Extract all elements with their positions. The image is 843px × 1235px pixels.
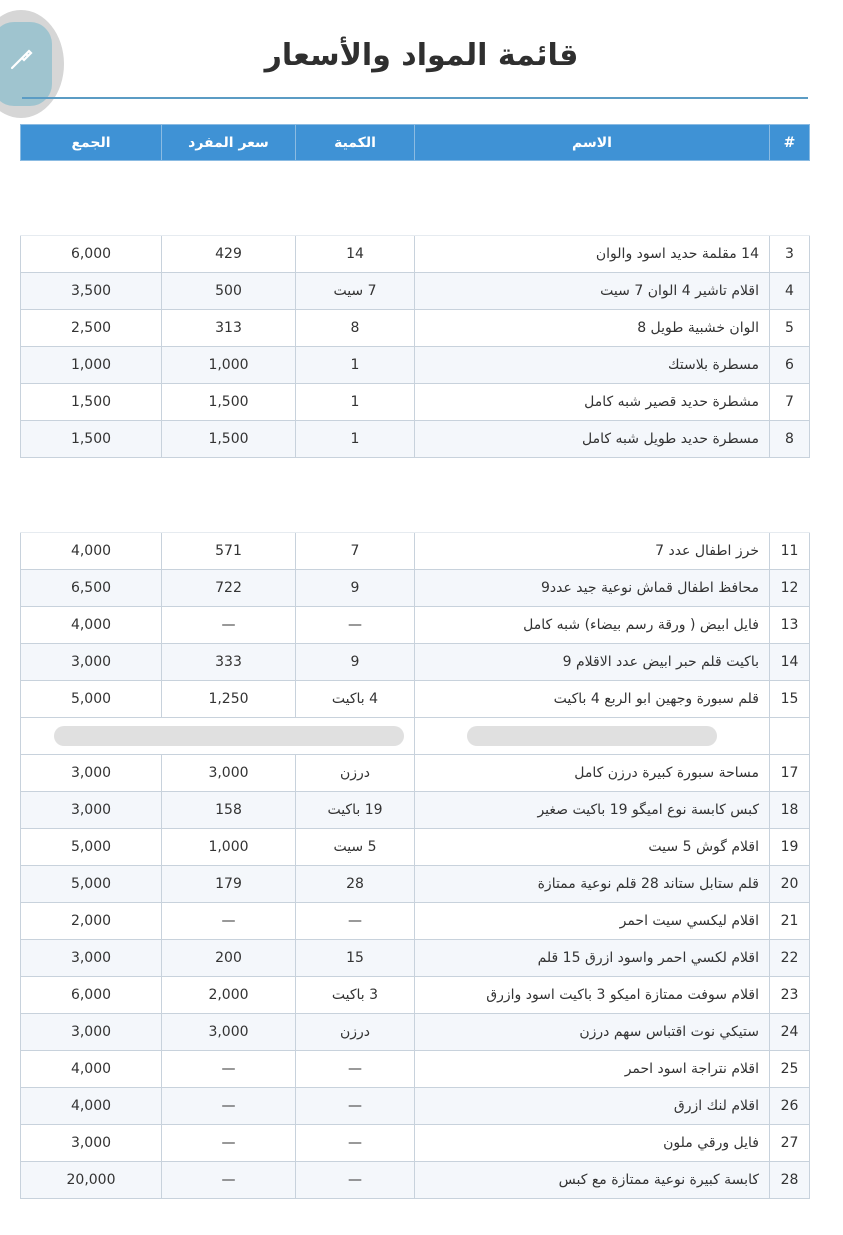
table-row bbox=[21, 1125, 810, 1162]
item-name: اقلام سوفت ممتازة اميكو 3 باكيت اسود وازرق bbox=[415, 977, 770, 1014]
table-group-a bbox=[21, 236, 810, 458]
item-total: 3,500 bbox=[21, 273, 162, 310]
item-unit-price: 3,000 bbox=[162, 755, 296, 792]
row-number: 8 bbox=[770, 421, 810, 458]
item-quantity: 1 bbox=[296, 384, 415, 421]
table-row bbox=[21, 829, 810, 866]
row-number: 12 bbox=[770, 570, 810, 607]
item-unit-price: 1,500 bbox=[162, 421, 296, 458]
header-qty: الكمية bbox=[296, 125, 415, 161]
table-group-b bbox=[21, 533, 810, 718]
item-quantity: 5 سيت bbox=[296, 829, 415, 866]
item-quantity: 9 bbox=[296, 570, 415, 607]
item-quantity: 7 bbox=[296, 533, 415, 570]
item-name: اقلام لكسي احمر واسود ازرق 15 قلم bbox=[415, 940, 770, 977]
row-number: 21 bbox=[770, 903, 810, 940]
redaction-smudge bbox=[54, 726, 404, 746]
table-row bbox=[21, 755, 810, 792]
table-row bbox=[21, 310, 810, 347]
table-row bbox=[21, 644, 810, 681]
item-name: باكيت قلم حبر ابيض عدد الاقلام 9 bbox=[415, 644, 770, 681]
item-unit-price: 571 bbox=[162, 533, 296, 570]
item-name: اقلام نتراجة اسود احمر bbox=[415, 1051, 770, 1088]
header-name: الاسم bbox=[415, 125, 770, 161]
item-unit-price: 333 bbox=[162, 644, 296, 681]
row-number: 13 bbox=[770, 607, 810, 644]
item-unit-price: 179 bbox=[162, 866, 296, 903]
row-number: 5 bbox=[770, 310, 810, 347]
redaction-smudge bbox=[467, 726, 717, 746]
row-number: 6 bbox=[770, 347, 810, 384]
item-name: قلم سبورة وجهين ابو الربع 4 باكيت bbox=[415, 681, 770, 718]
item-quantity: 9 bbox=[296, 644, 415, 681]
hidden-rows-gap bbox=[21, 458, 810, 533]
item-name: كبس كابسة نوع اميگو 19 باكيت صغير bbox=[415, 792, 770, 829]
header-total: الجمع bbox=[21, 125, 162, 161]
item-quantity: — bbox=[296, 903, 415, 940]
item-total: 5,000 bbox=[21, 681, 162, 718]
item-quantity: 15 bbox=[296, 940, 415, 977]
item-name: مسطرة بلاستك bbox=[415, 347, 770, 384]
item-unit-price: — bbox=[162, 1162, 296, 1199]
item-total: 20,000 bbox=[21, 1162, 162, 1199]
item-quantity: — bbox=[296, 1125, 415, 1162]
item-total: 3,000 bbox=[21, 755, 162, 792]
table-group-c bbox=[21, 755, 810, 1199]
item-total: 1,000 bbox=[21, 347, 162, 384]
table-body bbox=[21, 161, 810, 236]
item-name: فايل ابيض ( ورقة رسم بيضاء) شبه كامل bbox=[415, 607, 770, 644]
item-name: كابسة كبيرة نوعية ممتازة مع كبس bbox=[415, 1162, 770, 1199]
page-title: قائمة المواد والأسعار bbox=[264, 38, 579, 73]
item-name: الوان خشبية طويل 8 bbox=[415, 310, 770, 347]
row-number: 3 bbox=[770, 236, 810, 273]
row-number: 15 bbox=[770, 681, 810, 718]
item-name: مساحة سبورة كبيرة درزن كامل bbox=[415, 755, 770, 792]
item-unit-price: 1,500 bbox=[162, 384, 296, 421]
item-total: 2,500 bbox=[21, 310, 162, 347]
table-row bbox=[21, 273, 810, 310]
item-unit-price: 3,000 bbox=[162, 1014, 296, 1051]
item-name: اقلام لنك ازرق bbox=[415, 1088, 770, 1125]
item-unit-price: 429 bbox=[162, 236, 296, 273]
item-unit-price: — bbox=[162, 607, 296, 644]
item-unit-price: 158 bbox=[162, 792, 296, 829]
item-name: فايل ورقي ملون bbox=[415, 1125, 770, 1162]
item-quantity: 14 bbox=[296, 236, 415, 273]
table-row bbox=[21, 1014, 810, 1051]
item-quantity: 1 bbox=[296, 421, 415, 458]
row-number: 26 bbox=[770, 1088, 810, 1125]
item-unit-price: 500 bbox=[162, 273, 296, 310]
item-total: 6,000 bbox=[21, 977, 162, 1014]
item-unit-price: 1,000 bbox=[162, 347, 296, 384]
item-total: 4,000 bbox=[21, 607, 162, 644]
item-unit-price: 1,000 bbox=[162, 829, 296, 866]
table-row bbox=[21, 681, 810, 718]
item-quantity: 28 bbox=[296, 866, 415, 903]
row-number: 25 bbox=[770, 1051, 810, 1088]
row-number: 11 bbox=[770, 533, 810, 570]
table-row bbox=[21, 1162, 810, 1199]
item-unit-price: 200 bbox=[162, 940, 296, 977]
table-row bbox=[21, 903, 810, 940]
item-unit-price: 2,000 bbox=[162, 977, 296, 1014]
table-row bbox=[21, 533, 810, 570]
item-name: خرز اطفال عدد 7 bbox=[415, 533, 770, 570]
item-total: 3,000 bbox=[21, 940, 162, 977]
item-unit-price: — bbox=[162, 1088, 296, 1125]
item-unit-price: — bbox=[162, 1051, 296, 1088]
item-unit-price: 1,250 bbox=[162, 681, 296, 718]
item-total: 2,000 bbox=[21, 903, 162, 940]
item-name: محافظ اطفال قماش نوعية جيد عدد9 bbox=[415, 570, 770, 607]
item-total: 4,000 bbox=[21, 1051, 162, 1088]
item-name: اقلام ليكسي سيت احمر bbox=[415, 903, 770, 940]
item-quantity: 7 سيت bbox=[296, 273, 415, 310]
row-number: 24 bbox=[770, 1014, 810, 1051]
item-unit-price: — bbox=[162, 1125, 296, 1162]
item-quantity: 4 باكيت bbox=[296, 681, 415, 718]
item-total: 1,500 bbox=[21, 421, 162, 458]
row-number: 17 bbox=[770, 755, 810, 792]
table-row bbox=[21, 236, 810, 273]
redacted-row bbox=[21, 718, 810, 755]
table-row bbox=[21, 347, 810, 384]
title-divider bbox=[22, 97, 808, 99]
item-total: 6,500 bbox=[21, 570, 162, 607]
item-total: 1,500 bbox=[21, 384, 162, 421]
table-row bbox=[21, 1051, 810, 1088]
item-name: مشطرة حديد قصير شبه كامل bbox=[415, 384, 770, 421]
item-quantity: — bbox=[296, 1162, 415, 1199]
table-row bbox=[21, 977, 810, 1014]
item-quantity: 19 باكيت bbox=[296, 792, 415, 829]
item-total: 3,000 bbox=[21, 644, 162, 681]
row-number: 14 bbox=[770, 644, 810, 681]
materials-table bbox=[20, 124, 810, 1199]
table-row bbox=[21, 1088, 810, 1125]
row-number: 28 bbox=[770, 1162, 810, 1199]
row-number: 23 bbox=[770, 977, 810, 1014]
table-row bbox=[21, 792, 810, 829]
item-quantity: درزن bbox=[296, 1014, 415, 1051]
row-number: 18 bbox=[770, 792, 810, 829]
row-number: 27 bbox=[770, 1125, 810, 1162]
row-number: 20 bbox=[770, 866, 810, 903]
header-unit-price: سعر المفرد bbox=[162, 125, 296, 161]
item-total: 5,000 bbox=[21, 866, 162, 903]
item-total: 3,000 bbox=[21, 1014, 162, 1051]
item-quantity: 8 bbox=[296, 310, 415, 347]
hidden-rows-gap bbox=[21, 161, 810, 236]
item-total: 3,000 bbox=[21, 1125, 162, 1162]
item-name: اقلام گوش 5 سيت bbox=[415, 829, 770, 866]
table-row bbox=[21, 940, 810, 977]
table-row bbox=[21, 384, 810, 421]
item-quantity: درزن bbox=[296, 755, 415, 792]
item-name: ستيكي نوت اقتباس سهم درزن bbox=[415, 1014, 770, 1051]
item-quantity: 1 bbox=[296, 347, 415, 384]
table-row bbox=[21, 421, 810, 458]
item-quantity: — bbox=[296, 607, 415, 644]
row-number: 7 bbox=[770, 384, 810, 421]
row-number: 19 bbox=[770, 829, 810, 866]
item-name: 14 مقلمة حديد اسود والوان bbox=[415, 236, 770, 273]
table-row bbox=[21, 866, 810, 903]
item-total: 3,000 bbox=[21, 792, 162, 829]
item-name: مسطرة حديد طويل شبه كامل bbox=[415, 421, 770, 458]
item-total: 4,000 bbox=[21, 533, 162, 570]
item-name: اقلام تاشير 4 الوان 7 سيت bbox=[415, 273, 770, 310]
item-total: 5,000 bbox=[21, 829, 162, 866]
item-quantity: 3 باكيت bbox=[296, 977, 415, 1014]
item-total: 4,000 bbox=[21, 1088, 162, 1125]
item-name: قلم ستابل ستاند 28 قلم نوعية ممتازة bbox=[415, 866, 770, 903]
item-unit-price: 313 bbox=[162, 310, 296, 347]
item-unit-price: 722 bbox=[162, 570, 296, 607]
header-num: # bbox=[770, 125, 810, 161]
table-row bbox=[21, 607, 810, 644]
item-quantity: — bbox=[296, 1088, 415, 1125]
row-number: 4 bbox=[770, 273, 810, 310]
item-unit-price: — bbox=[162, 903, 296, 940]
table-row bbox=[21, 570, 810, 607]
row-number: 22 bbox=[770, 940, 810, 977]
item-quantity: — bbox=[296, 1051, 415, 1088]
item-total: 6,000 bbox=[21, 236, 162, 273]
table-header-row bbox=[21, 125, 810, 161]
